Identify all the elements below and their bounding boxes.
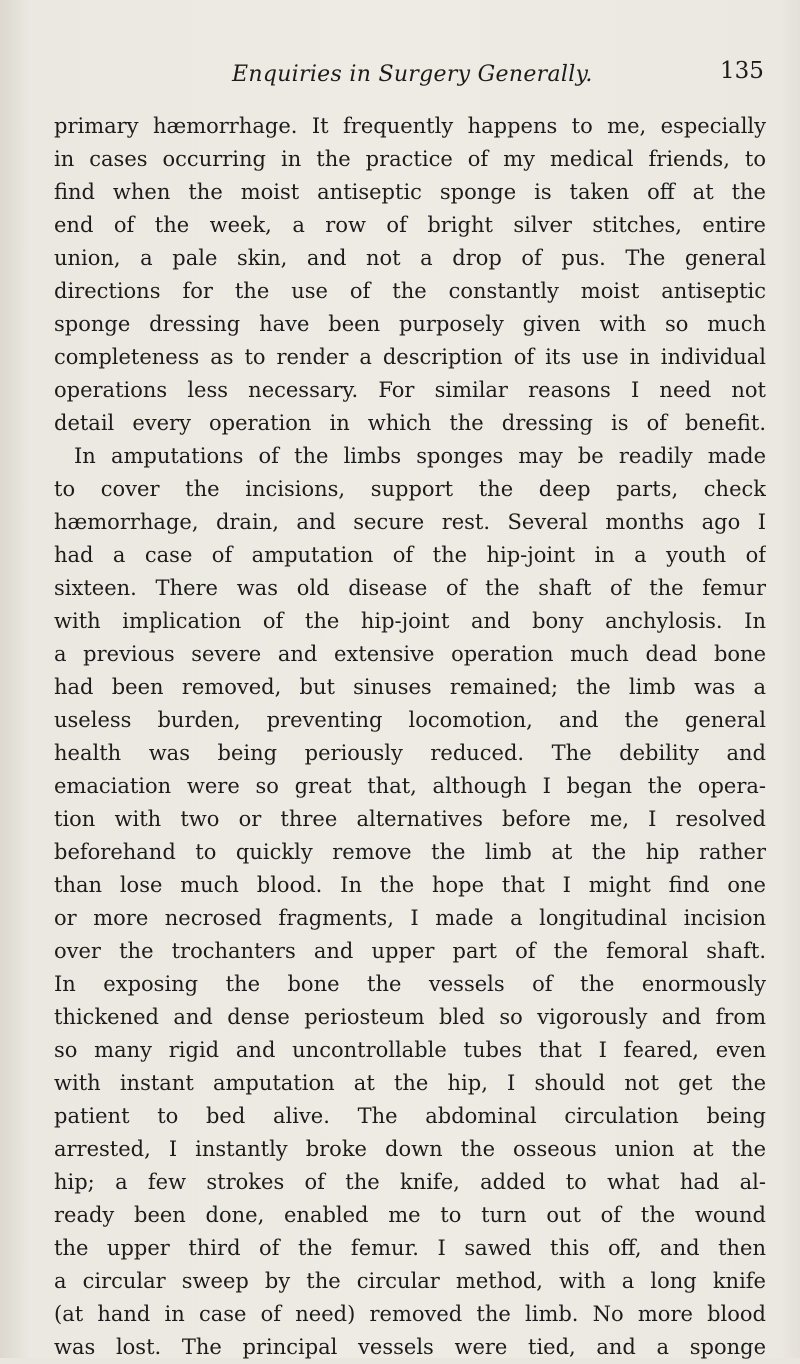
text-line: than lose much blood. In the hope that I might find one: [54, 873, 766, 897]
text-line: beforehand to quickly remove the limb at the hip rather: [54, 840, 766, 864]
text-line: had been removed, but sinuses remained; the limb was a: [54, 675, 766, 699]
page-number: 135: [720, 58, 764, 84]
text-line: operations less necessary. For similar reasons I need not: [54, 378, 766, 402]
text-line: with instant amputation at the hip, I should not get the: [54, 1071, 766, 1095]
text-line: useless burden, preventing locomotion, and the general: [54, 708, 766, 732]
running-head: [0, 50, 800, 90]
text-line: or more necrosed fragments, I made a longitudinal incision: [54, 906, 766, 930]
text-line: in cases occurring in the practice of my medical friends, to: [54, 147, 766, 171]
text-line: health was being periously reduced. The debility and: [54, 741, 766, 765]
text-line-paragraph-start: In amputations of the limbs sponges may be readily made: [74, 444, 766, 468]
text-line: end of the week, a row of bright silver stitches, entire: [54, 213, 766, 237]
text-line: In exposing the bone the vessels of the enormously: [54, 972, 766, 996]
text-line: sixteen. There was old disease of the shaft of the femur: [54, 576, 766, 600]
text-line: directions for the use of the constantly moist antiseptic: [54, 279, 766, 303]
text-line: had a case of amputation of the hip-joint in a youth of: [54, 543, 766, 567]
text-line: primary hæmorrhage. It frequently happens to me, especially: [54, 114, 766, 138]
text-line: sponge dressing have been purposely given with so much: [54, 312, 766, 336]
text-line: tion with two or three alternatives before me, I resolved: [54, 807, 766, 831]
text-line: arrested, I instantly broke down the osseous union at the: [54, 1137, 766, 1161]
text-line: so many rigid and uncontrollable tubes that I feared, even: [54, 1038, 766, 1062]
text-line: a previous severe and extensive operation much dead bone: [54, 642, 766, 666]
text-line: hip; a few strokes of the knife, added to what had al-: [54, 1170, 766, 1194]
text-line: ready been done, enabled me to turn out of the wound: [54, 1203, 766, 1227]
text-line: was lost. The principal vessels were tied, and a sponge: [54, 1335, 766, 1359]
text-line: (at hand in case of need) removed the limb. No more blood: [54, 1302, 766, 1326]
text-line: over the trochanters and upper part of the femoral shaft.: [54, 939, 766, 963]
text-line: a circular sweep by the circular method, with a long knife: [54, 1269, 766, 1293]
text-line: completeness as to render a description of its use in individual: [54, 345, 766, 369]
text-line: union, a pale skin, and not a drop of pus. The general: [54, 246, 766, 270]
running-title: Enquiries in Surgery Generally.: [232, 62, 593, 87]
text-line: thickened and dense periosteum bled so vigorously and from: [54, 1005, 766, 1029]
text-line: to cover the incisions, support the deep parts, check: [54, 477, 766, 501]
text-line: emaciation were so great that, although I began the opera-: [54, 774, 766, 798]
body-text: [54, 110, 766, 1364]
text-line: patient to bed alive. The abdominal circulation being: [54, 1104, 766, 1128]
text-line: the upper third of the femur. I sawed this off, and then: [54, 1236, 766, 1260]
text-line: hæmorrhage, drain, and secure rest. Several months ago I: [54, 510, 766, 534]
text-line: detail every operation in which the dressing is of benefit.: [54, 411, 766, 435]
text-line: find when the moist antiseptic sponge is taken off at the: [54, 180, 766, 204]
text-line: with implication of the hip-joint and bony anchylosis. In: [54, 609, 766, 633]
